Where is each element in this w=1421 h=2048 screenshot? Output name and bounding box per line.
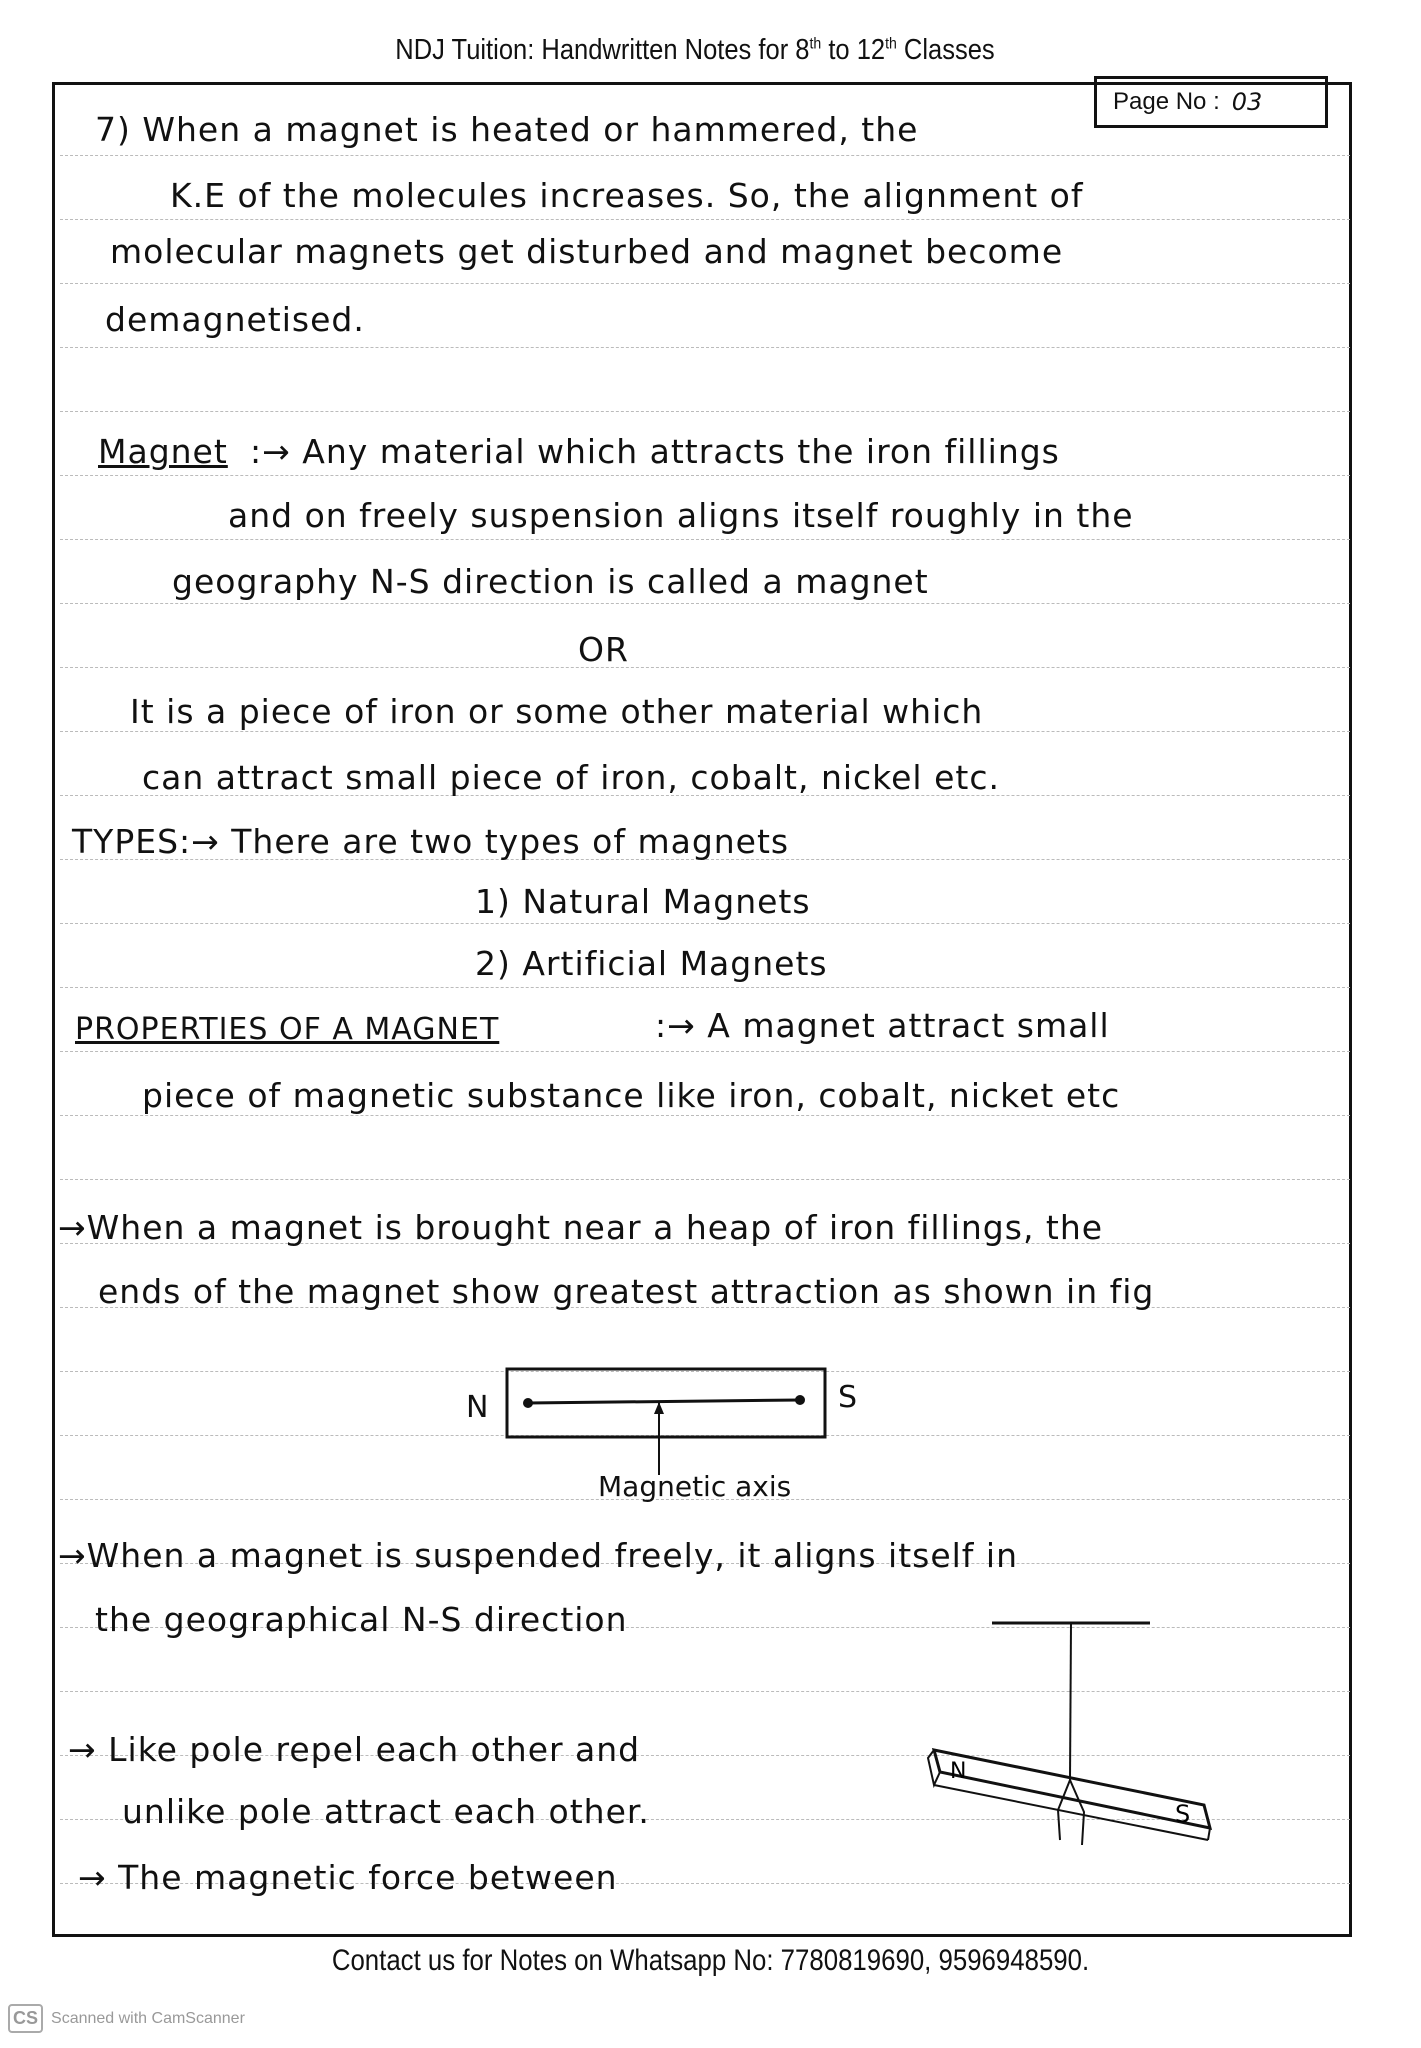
ruled-line	[60, 1051, 1350, 1052]
ruled-line	[60, 539, 1350, 540]
ruled-line	[60, 219, 1350, 220]
note-line: the geographical N-S direction	[95, 1600, 628, 1639]
suspension-thread	[1070, 1623, 1071, 1780]
camscanner-logo: CS	[8, 2004, 43, 2033]
page-number-label: Page No :	[1113, 88, 1220, 115]
ruled-line	[60, 347, 1350, 348]
note-line: OR	[578, 630, 629, 669]
note-line: K.E of the molecules increases. So, the alignment of	[170, 176, 1084, 215]
superscript: th	[809, 35, 822, 53]
note-line: unlike pole attract each other.	[122, 1792, 650, 1831]
page-number-value: 03	[1231, 88, 1263, 116]
ruled-line	[60, 731, 1350, 732]
note-line: It is a piece of iron or some other material which	[130, 692, 984, 731]
pole-dot	[523, 1398, 533, 1408]
ruled-line	[60, 475, 1350, 476]
ruled-line	[60, 155, 1350, 156]
note-line: piece of magnetic substance like iron, cobalt, nicket etc	[142, 1076, 1121, 1115]
ruled-line	[60, 1179, 1350, 1180]
document-header	[83, 34, 1306, 67]
bar-magnet-diagram	[500, 1360, 840, 1480]
pole-dot	[795, 1395, 805, 1405]
header-text: Classes	[896, 34, 995, 66]
ruled-line	[60, 283, 1350, 284]
ruled-line	[60, 667, 1350, 668]
note-line: ends of the magnet show greatest attraction as shown in fig	[98, 1272, 1155, 1311]
note-line: :→ Any material which attracts the iron fillings	[250, 432, 1060, 471]
note-line: 1) Natural Magnets	[475, 882, 811, 921]
ruled-line	[60, 411, 1350, 412]
note-line: demagnetised.	[105, 300, 365, 339]
magnetic-axis-line	[528, 1400, 800, 1403]
note-line: :→ A magnet attract small	[655, 1006, 1110, 1045]
ruled-line	[60, 603, 1350, 604]
note-line: geography N-S direction is called a magnet	[172, 562, 929, 601]
ruled-line	[60, 987, 1350, 988]
note-line: 2) Artificial Magnets	[475, 944, 828, 983]
header-text: NDJ Tuition: Handwritten Notes for 8	[395, 34, 810, 66]
ruled-line	[60, 923, 1350, 924]
figure-caption: Magnetic axis	[598, 1470, 792, 1503]
north-pole-label: N	[950, 1759, 967, 1784]
tilted-bar-magnet	[934, 1750, 1210, 1828]
note-line: 7) When a magnet is heated or hammered, the	[95, 110, 919, 149]
suspended-magnet-diagram	[920, 1600, 1230, 1870]
south-pole-label: S	[1175, 1800, 1191, 1828]
north-pole-label: N	[466, 1390, 489, 1425]
note-line: TYPES:→ There are two types of magnets	[72, 822, 790, 861]
arrow-head-icon	[654, 1402, 664, 1414]
south-pole-label: S	[838, 1380, 858, 1415]
note-line: molecular magnets get disturbed and magnet become	[110, 232, 1064, 271]
page-number-box	[1094, 76, 1328, 128]
note-line: and on freely suspension aligns itself roughly in the	[228, 496, 1134, 535]
note-line: →When a magnet is suspended freely, it aligns itself in	[58, 1536, 1018, 1575]
note-line: can attract small piece of iron, cobalt, nickel etc.	[142, 758, 1000, 797]
section-heading: PROPERTIES OF A MAGNET	[75, 1012, 500, 1047]
camscanner-text: Scanned with CamScanner	[51, 2009, 245, 2027]
section-heading: Magnet	[98, 432, 228, 471]
note-line: → Like pole repel each other and	[68, 1730, 641, 1769]
scanner-watermark	[8, 2004, 245, 2033]
note-line: → The magnetic force between	[78, 1858, 618, 1897]
header-text: to 12	[821, 34, 886, 66]
ruled-line	[60, 1115, 1350, 1116]
note-line: →When a magnet is brought near a heap of iron fillings, the	[58, 1208, 1104, 1247]
contact-footer: Contact us for Notes on Whatsapp No: 7780819690, 9596948590.	[331, 1944, 1090, 1977]
superscript: th	[885, 35, 897, 53]
